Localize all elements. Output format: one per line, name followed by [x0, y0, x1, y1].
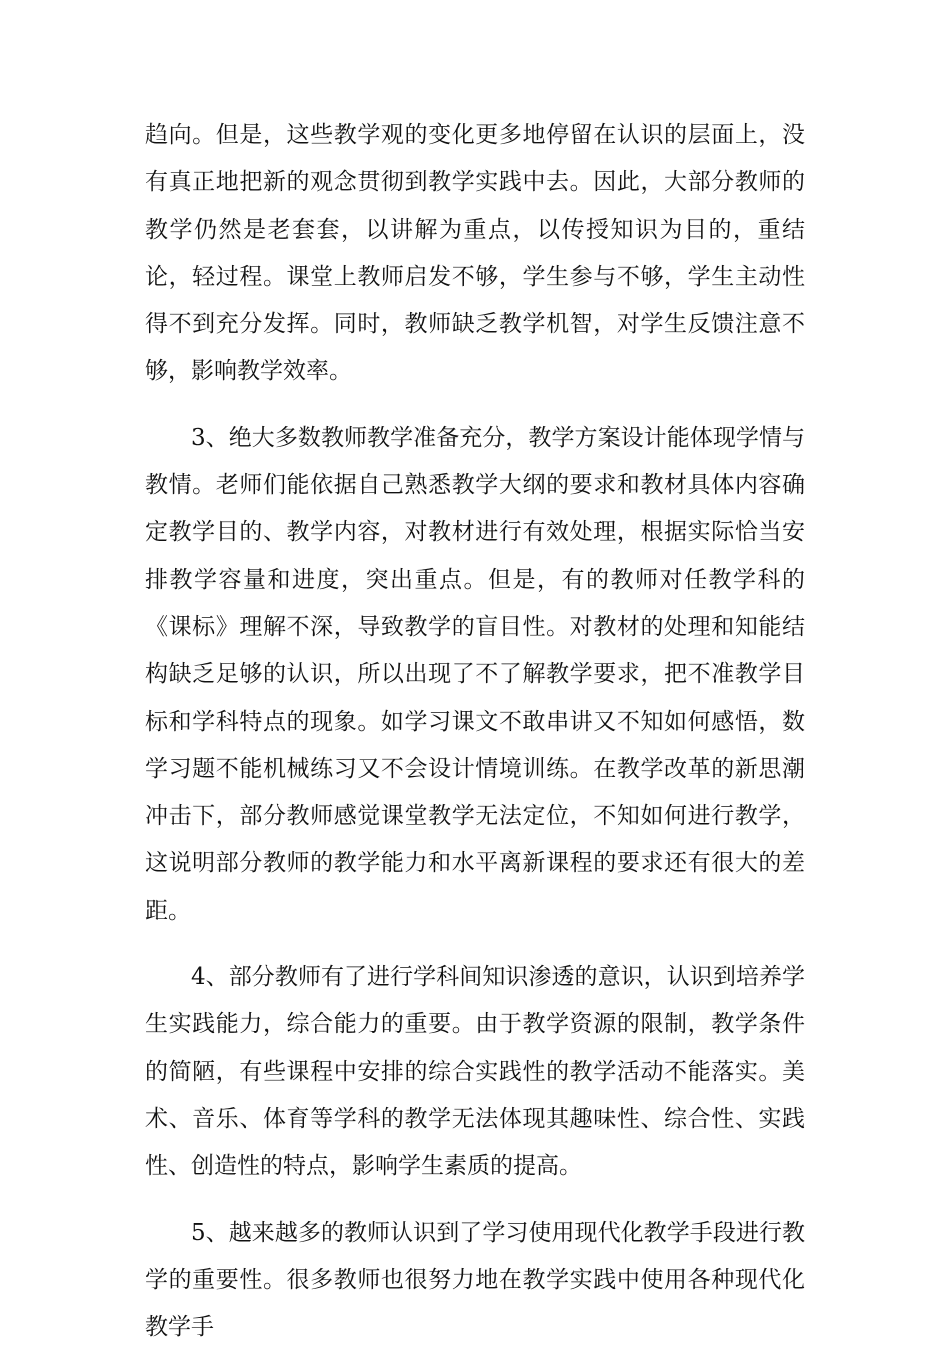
paragraph-continuation: 趋向。但是，这些教学观的变化更多地停留在认识的层面上，没有真正地把新的观念贯彻到教学实践中去。因此，大部分教师的教学仍然是老套套，以讲解为重点，以传授知识为目的，重结论，轻过程。课堂上教师启发不够，学生参与不够，学生主动性得不到充分发挥。同时，教师缺乏教学机智，对学生反馈注意不够，影响教学效率。: [145, 122, 805, 385]
paragraph-item-5: 5、越来越多的教师认识到了学习使用现代化教学手段进行教学的重要性。很多教师也很努力地在教学实践中使用各种现代化教学手: [145, 1219, 805, 1341]
document-body: [145, 112, 805, 1351]
paragraph-item-4: 4、部分教师有了进行学科间知识渗透的意识，认识到培养学生实践能力，综合能力的重要。由于教学资源的限制，教学条件的简陋，有些课程中安排的综合实践性的教学活动不能落实。美术、音乐、体育等学科的教学无法体现其趣味性、综合性、实践性、创造性的特点，影响学生素质的提高。: [145, 964, 805, 1180]
paragraph-item-3: 3、绝大多数教师教学准备充分，教学方案设计能体现学情与教情。老师们能依据自己熟悉教学大纲的要求和教材具体内容确定教学目的、教学内容，对教材进行有效处理，根据实际恰当安排教学容量和进度，突出重点。但是，有的教师对任教学科的《课标》理解不深，导致教学的盲目性。对教材的处理和知能结构缺乏足够的认识，所以出现了不了解教学要求，把不准教学目标和学科特点的现象。如学习课文不敢串讲又不知如何感悟，数学习题不能机械练习又不会设计情境训练。在教学改革的新思潮冲击下，部分教师感觉课堂教学无法定位，不知如何进行教学，这说明部分教师的教学能力和水平离新课程的要求还有很大的差距。: [145, 424, 805, 924]
